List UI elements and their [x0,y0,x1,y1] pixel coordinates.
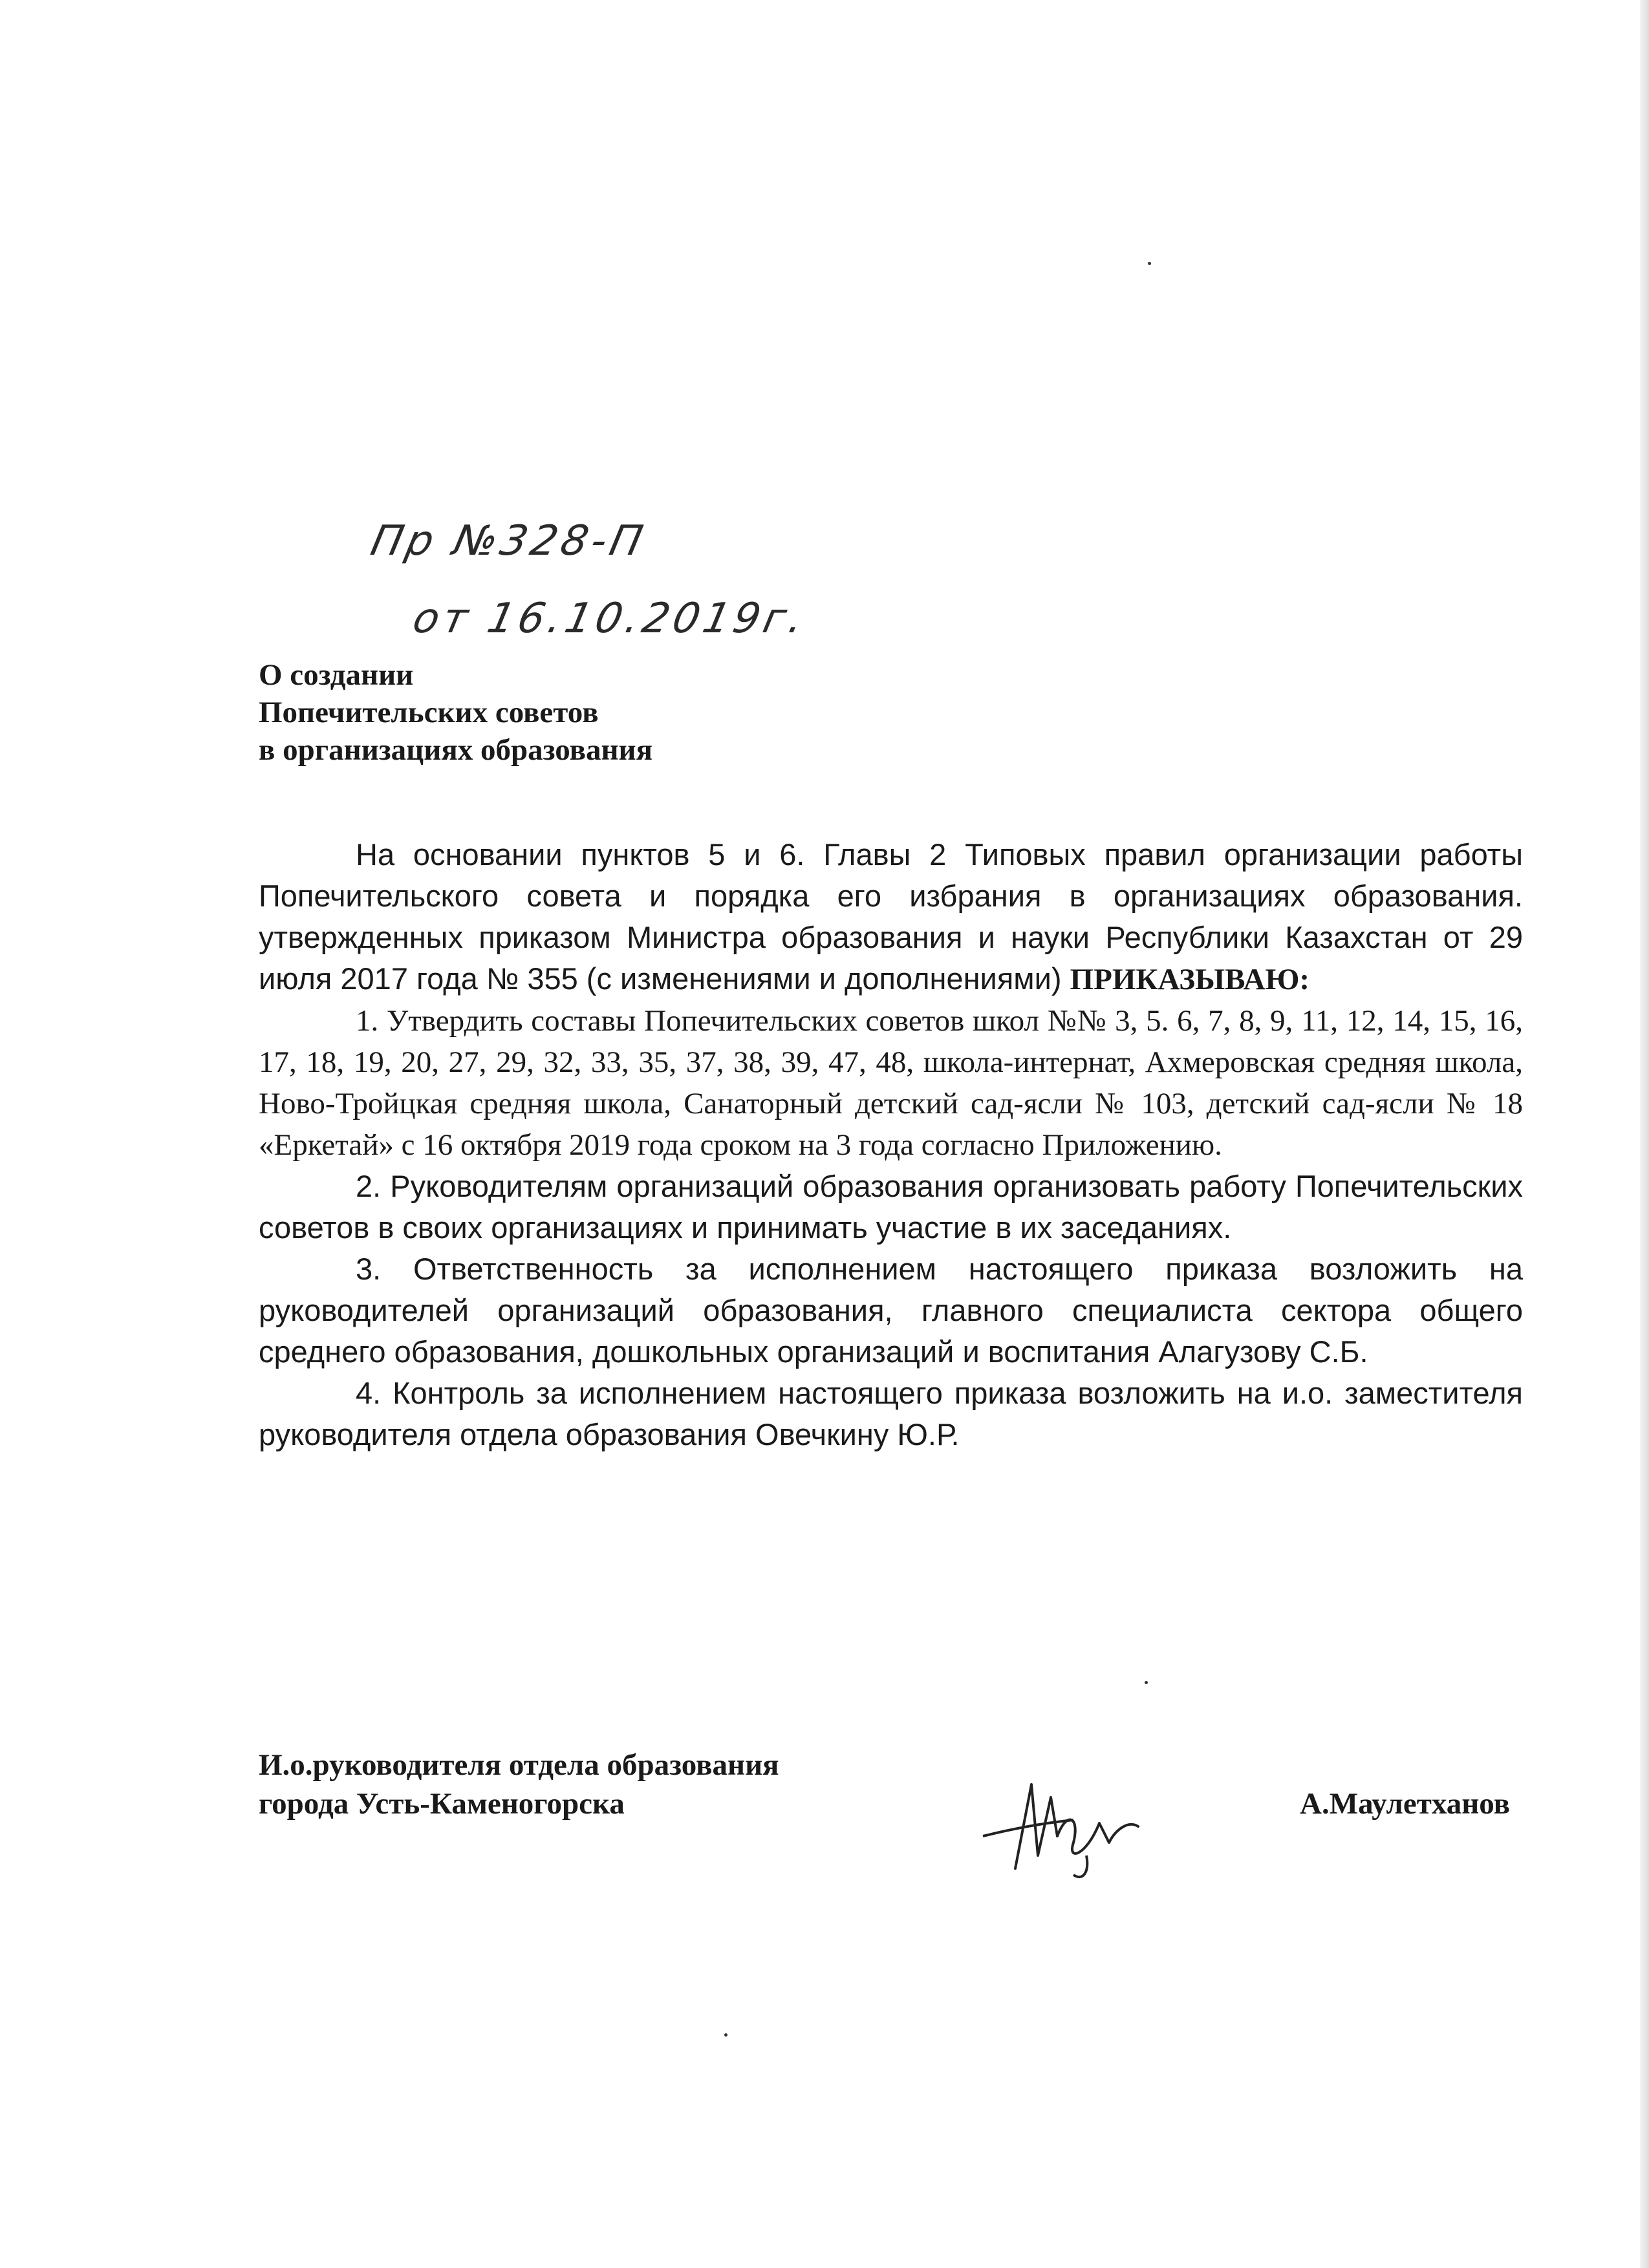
handwritten-order-date: от 16.10.2019г. [409,595,812,643]
document-body [259,834,1523,1455]
preamble-paragraph [259,834,1523,1000]
signatory-name: А.Маулетханов [1300,1787,1510,1821]
scan-speck [1148,262,1151,265]
order-word: ПРИКАЗЫВАЮ: [1070,963,1310,996]
signatory-position-line-1: И.о.руководителя отдела образования [259,1748,779,1782]
order-item-3: 3. Ответственность за исполнением настоящего приказа возложить на руководителей организаций образования, главного специалиста сектора общего среднего образования, дошкольных организаций и воспитания Алагузову С.Б. [259,1252,1523,1369]
title-line-1: О создании [259,658,414,692]
preamble-text: На основании пунктов 5 и 6. Главы 2 Типовых правил организации работы Попечительского совета и порядка его избрания в организациях образования. утвержденных приказом Министра образования и науки Республики Казахстан от 29 июля 2017 года № 355 (с изменениями и дополнениями) [259,837,1523,996]
handwritten-signature [970,1759,1164,1888]
signature-block [259,1746,1523,1836]
order-item-1: 1. Утвердить составы Попечительских советов школ №№ 3, 5. 6, 7, 8, 9, 11, 12, 14, 15, 16, 17, 18, 19, 20, 27, 29, 32, 33, 35, 37, 38, 39, 47, 48, школа-интернат, Ахмеровская средняя школа, Ново-Тройцкая средняя школа, Санаторный детский сад-ясли № 103, детский сад-ясли № 18 «Еркетай» с 16 октября 2019 года сроком на 3 года согласно Приложению. [259,1004,1523,1162]
document-title [259,656,652,769]
scan-speck [1145,1681,1148,1684]
title-line-3: в организациях образования [259,733,653,767]
handwritten-order-number: Пр №328-П [367,517,651,565]
signatory-position-line-2: города Усть-Каменогорска [259,1787,625,1821]
scan-edge-shadow [1640,0,1649,2268]
order-item-4: 4. Контроль за исполнением настоящего приказа возложить на и.о. заместителя руководителя отдела образования Овечкину Ю.Р. [259,1376,1523,1451]
signatory-position [259,1746,779,1823]
order-item-2: 2. Руководителям организаций образования организовать работу Попечительских советов в своих организациях и принимать участие в их заседаниях. [259,1169,1523,1245]
title-line-2: Попечительских советов [259,696,599,729]
scan-speck [724,2033,727,2037]
